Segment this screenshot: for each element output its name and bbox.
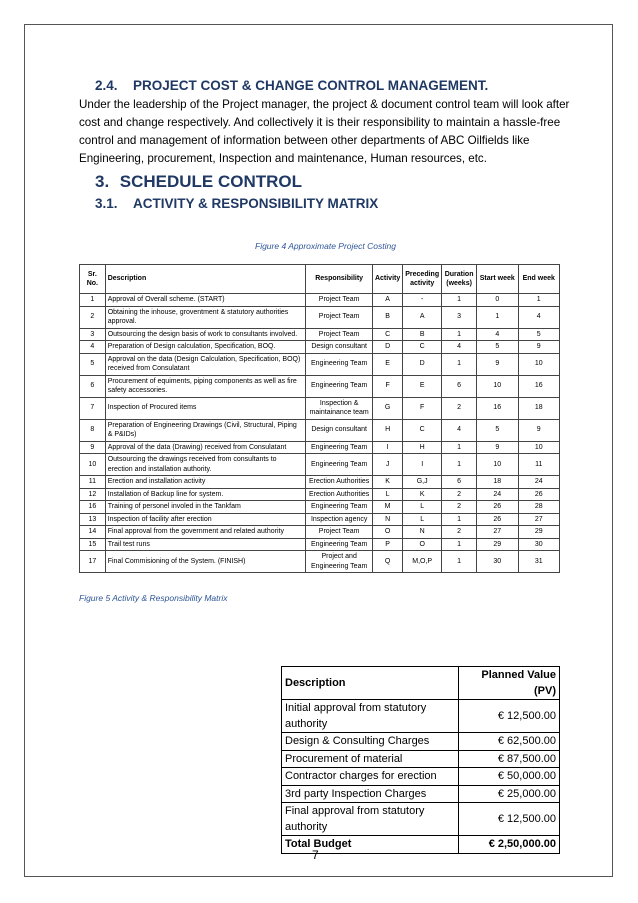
matrix-cell: 11 — [518, 454, 560, 476]
budget-body — [282, 700, 560, 836]
matrix-cell: 9 — [80, 441, 106, 454]
matrix-cell: 10 — [518, 353, 560, 375]
matrix-cell: 28 — [518, 501, 560, 514]
matrix-cell: Installation of Backup line for system. — [105, 488, 306, 501]
matrix-cell: 2 — [80, 306, 106, 328]
section-2-4-heading — [95, 78, 488, 93]
matrix-cell: F — [403, 397, 442, 419]
matrix-cell: 6 — [442, 476, 477, 489]
matrix-cell: 1 — [442, 441, 477, 454]
matrix-cell: 1 — [442, 328, 477, 341]
matrix-cell: Training of personel involed in the Tankfam — [105, 501, 306, 514]
matrix-cell: 5 — [518, 328, 560, 341]
matrix-cell: I — [403, 454, 442, 476]
matrix-row — [80, 353, 560, 375]
matrix-cell: K — [372, 476, 402, 489]
matrix-cell: L — [403, 513, 442, 526]
matrix-header-cell: Responsibility — [306, 265, 373, 294]
budget-description: Design & Consulting Charges — [282, 733, 459, 751]
matrix-cell: 0 — [477, 294, 518, 307]
matrix-cell: 27 — [477, 526, 518, 539]
matrix-cell: 27 — [518, 513, 560, 526]
matrix-cell: O — [372, 526, 402, 539]
matrix-row — [80, 306, 560, 328]
matrix-cell: Project Team — [306, 294, 373, 307]
budget-row — [282, 733, 560, 751]
matrix-row — [80, 538, 560, 551]
matrix-cell: 1 — [442, 538, 477, 551]
matrix-cell: Outsourcing the design basis of work to consultants involved. — [105, 328, 306, 341]
figure-5-caption: Figure 5 Activity & Responsibility Matrix — [79, 593, 228, 603]
matrix-cell: 13 — [80, 513, 106, 526]
matrix-cell: 2 — [442, 488, 477, 501]
matrix-cell: 9 — [518, 419, 560, 441]
matrix-cell: E — [403, 375, 442, 397]
matrix-cell: 30 — [518, 538, 560, 551]
matrix-cell: 10 — [518, 441, 560, 454]
matrix-cell: 12 — [80, 488, 106, 501]
matrix-cell: G — [372, 397, 402, 419]
budget-value: € 12,500.00 — [458, 803, 559, 836]
matrix-cell: 4 — [477, 328, 518, 341]
matrix-row — [80, 513, 560, 526]
matrix-cell: 26 — [477, 513, 518, 526]
matrix-cell: 1 — [442, 513, 477, 526]
matrix-cell: 1 — [80, 294, 106, 307]
matrix-cell: Preparation of Engineering Drawings (Civil, Structural, Piping & P&IDs) — [105, 419, 306, 441]
matrix-row — [80, 375, 560, 397]
matrix-cell: 5 — [477, 419, 518, 441]
matrix-row — [80, 341, 560, 354]
matrix-cell: 26 — [477, 501, 518, 514]
budget-row — [282, 768, 560, 786]
matrix-cell: Project Team — [306, 328, 373, 341]
matrix-cell: 2 — [442, 501, 477, 514]
budget-header-description: Description — [282, 667, 459, 700]
matrix-cell: 29 — [477, 538, 518, 551]
matrix-row — [80, 397, 560, 419]
matrix-cell: 3 — [80, 328, 106, 341]
budget-row — [282, 700, 560, 733]
matrix-cell: 24 — [518, 476, 560, 489]
matrix-cell: A — [372, 294, 402, 307]
matrix-cell: Design consultant — [306, 341, 373, 354]
budget-description: Procurement of material — [282, 750, 459, 768]
section-3-1-heading — [95, 196, 378, 211]
matrix-cell: 14 — [80, 526, 106, 539]
matrix-cell: Engineering Team — [306, 441, 373, 454]
matrix-cell: N — [372, 513, 402, 526]
matrix-cell: 5 — [80, 353, 106, 375]
matrix-cell: 31 — [518, 551, 560, 573]
matrix-cell: 1 — [442, 353, 477, 375]
matrix-cell: Inspection of facility after erection — [105, 513, 306, 526]
matrix-cell: 6 — [442, 375, 477, 397]
budget-row — [282, 785, 560, 803]
matrix-cell: H — [403, 441, 442, 454]
matrix-cell: 16 — [80, 501, 106, 514]
matrix-cell: Project Team — [306, 526, 373, 539]
matrix-cell: 4 — [442, 419, 477, 441]
matrix-cell: 29 — [518, 526, 560, 539]
matrix-row — [80, 488, 560, 501]
matrix-cell: 18 — [518, 397, 560, 419]
matrix-cell: 9 — [518, 341, 560, 354]
matrix-header-cell: Duration (weeks) — [442, 265, 477, 294]
matrix-row — [80, 441, 560, 454]
budget-description: 3rd party Inspection Charges — [282, 785, 459, 803]
matrix-header-cell: Activity — [372, 265, 402, 294]
matrix-cell: 1 — [477, 306, 518, 328]
matrix-cell: Inspection agency — [306, 513, 373, 526]
matrix-header-row — [80, 265, 560, 294]
matrix-cell: B — [372, 306, 402, 328]
matrix-cell: Project and Engineering Team — [306, 551, 373, 573]
body-paragraph: Under the leadership of the Project manager, the project & document control team will look after cost and change respectively. And collectively it is their responsibility to maintain a hassle-free control and management of information between other departments of ABC Oilfields like Engineering, procurement, Inspection and maintenance, Human resources, etc. — [79, 98, 570, 165]
matrix-header-cell: End week — [518, 265, 560, 294]
section-title: SCHEDULE CONTROL — [119, 172, 303, 191]
matrix-cell: Q — [372, 551, 402, 573]
matrix-cell: 4 — [80, 341, 106, 354]
matrix-cell: C — [403, 419, 442, 441]
matrix-row — [80, 526, 560, 539]
page-number: 7 — [312, 848, 319, 862]
matrix-cell: M,O,P — [403, 551, 442, 573]
matrix-cell: Erection Authorities — [306, 488, 373, 501]
matrix-header-cell: Sr. No. — [80, 265, 106, 294]
budget-row — [282, 803, 560, 836]
matrix-row — [80, 476, 560, 489]
budget-value: € 62,500.00 — [458, 733, 559, 751]
matrix-cell: D — [372, 341, 402, 354]
matrix-header-cell: Start week — [477, 265, 518, 294]
budget-header-value: Planned Value (PV) — [458, 667, 559, 700]
matrix-cell: 18 — [477, 476, 518, 489]
matrix-cell: Outsourcing the drawings received from consultants to erection and installation authority. — [105, 454, 306, 476]
matrix-cell: Engineering Team — [306, 353, 373, 375]
matrix-cell: C — [403, 341, 442, 354]
section-number: 3.1. — [95, 196, 118, 211]
matrix-cell: 16 — [477, 397, 518, 419]
budget-row — [282, 750, 560, 768]
matrix-cell: A — [403, 306, 442, 328]
matrix-cell: E — [372, 353, 402, 375]
matrix-row — [80, 419, 560, 441]
section-title: ACTIVITY & RESPONSIBILITY MATRIX — [133, 196, 379, 211]
matrix-cell: Approval of the data (Drawing) received from Consulatant — [105, 441, 306, 454]
matrix-cell: 10 — [80, 454, 106, 476]
matrix-row — [80, 328, 560, 341]
figure-4-caption: Figure 4 Approximate Project Costing — [255, 241, 396, 251]
matrix-row — [80, 294, 560, 307]
matrix-cell: 8 — [80, 419, 106, 441]
matrix-cell: 10 — [477, 375, 518, 397]
matrix-cell: 1 — [442, 454, 477, 476]
matrix-cell: 6 — [80, 375, 106, 397]
matrix-row — [80, 454, 560, 476]
matrix-cell: Procurement of equiments, piping components as well as fire safety accessories. — [105, 375, 306, 397]
matrix-cell: 2 — [442, 526, 477, 539]
matrix-header-cell: Preceding activity — [403, 265, 442, 294]
matrix-cell: O — [403, 538, 442, 551]
section-number: 3. — [95, 172, 110, 191]
matrix-cell: Inspection & maintainance team — [306, 397, 373, 419]
budget-value: € 50,000.00 — [458, 768, 559, 786]
matrix-cell: Engineering Team — [306, 538, 373, 551]
matrix-cell: P — [372, 538, 402, 551]
budget-header-row — [282, 667, 560, 700]
matrix-cell: Final Commisioning of the System. (FINISH) — [105, 551, 306, 573]
matrix-cell: Obtaining the inhouse, groventment & statutory authorities approval. — [105, 306, 306, 328]
matrix-cell: Erection and installation activity — [105, 476, 306, 489]
section-number: 2.4. — [95, 78, 118, 93]
budget-total-label: Total Budget — [282, 836, 459, 854]
matrix-cell: 1 — [442, 551, 477, 573]
section-title: PROJECT COST & CHANGE CONTROL MANAGEMENT. — [133, 78, 489, 93]
matrix-cell: F — [372, 375, 402, 397]
matrix-cell: Final approval from the government and related authority — [105, 526, 306, 539]
matrix-cell: Approval on the data (Design Calculation, Specification, BOQ) received from Consulatant — [105, 353, 306, 375]
matrix-cell: Inspection of Procured items — [105, 397, 306, 419]
budget-total-row — [282, 836, 560, 854]
matrix-header-cell: Description — [105, 265, 306, 294]
matrix-cell: - — [403, 294, 442, 307]
matrix-cell: Approval of Overall scheme. (START) — [105, 294, 306, 307]
budget-value: € 12,500.00 — [458, 700, 559, 733]
matrix-cell: L — [372, 488, 402, 501]
matrix-cell: 30 — [477, 551, 518, 573]
budget-total-value: € 2,50,000.00 — [458, 836, 559, 854]
section-3-heading — [95, 172, 302, 192]
matrix-cell: I — [372, 441, 402, 454]
matrix-cell: Preparation of Design calculation, Specification, BOQ. — [105, 341, 306, 354]
matrix-cell: C — [372, 328, 402, 341]
budget-value: € 25,000.00 — [458, 785, 559, 803]
matrix-cell: 15 — [80, 538, 106, 551]
matrix-cell: 4 — [518, 306, 560, 328]
matrix-cell: Engineering Team — [306, 501, 373, 514]
matrix-cell: K — [403, 488, 442, 501]
matrix-cell: 10 — [477, 454, 518, 476]
matrix-cell: L — [403, 501, 442, 514]
matrix-cell: 26 — [518, 488, 560, 501]
matrix-cell: 9 — [477, 441, 518, 454]
activity-responsibility-matrix — [79, 264, 560, 573]
matrix-row — [80, 501, 560, 514]
matrix-cell: 7 — [80, 397, 106, 419]
matrix-cell: Engineering Team — [306, 454, 373, 476]
budget-value: € 87,500.00 — [458, 750, 559, 768]
matrix-cell: 24 — [477, 488, 518, 501]
matrix-cell: 16 — [518, 375, 560, 397]
matrix-cell: 1 — [518, 294, 560, 307]
matrix-cell: D — [403, 353, 442, 375]
matrix-cell: N — [403, 526, 442, 539]
budget-description: Final approval from statutory authority — [282, 803, 459, 836]
budget-description: Initial approval from statutory authority — [282, 700, 459, 733]
matrix-cell: H — [372, 419, 402, 441]
matrix-cell: Erection Authorities — [306, 476, 373, 489]
matrix-cell: B — [403, 328, 442, 341]
matrix-cell: 11 — [80, 476, 106, 489]
matrix-cell: Project Team — [306, 306, 373, 328]
budget-table — [281, 666, 560, 854]
matrix-cell: J — [372, 454, 402, 476]
matrix-cell: 9 — [477, 353, 518, 375]
matrix-cell: 3 — [442, 306, 477, 328]
matrix-row — [80, 551, 560, 573]
matrix-cell: G,J — [403, 476, 442, 489]
matrix-cell: M — [372, 501, 402, 514]
matrix-cell: Trail test runs — [105, 538, 306, 551]
matrix-cell: 1 — [442, 294, 477, 307]
budget-description: Contractor charges for erection — [282, 768, 459, 786]
matrix-cell: 5 — [477, 341, 518, 354]
matrix-cell: 4 — [442, 341, 477, 354]
matrix-cell: 2 — [442, 397, 477, 419]
matrix-cell: Design consultant — [306, 419, 373, 441]
matrix-cell: 17 — [80, 551, 106, 573]
matrix-body — [80, 294, 560, 573]
matrix-cell: Engineering Team — [306, 375, 373, 397]
